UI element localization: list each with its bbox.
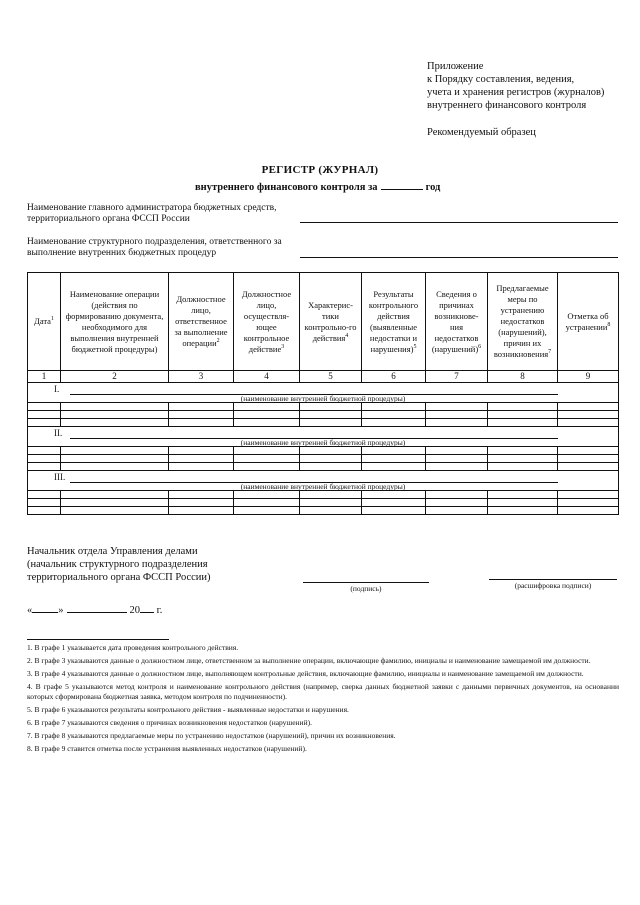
document-subtitle — [195, 179, 440, 193]
year-blank-field[interactable] — [381, 179, 423, 190]
column-number: 8 — [488, 371, 558, 383]
document-title: РЕГИСТР (ЖУРНАЛ) — [261, 164, 379, 176]
signature-field[interactable] — [303, 582, 429, 583]
day-field[interactable] — [32, 603, 58, 613]
table-row[interactable] — [28, 463, 619, 471]
section-row — [28, 383, 619, 403]
month-field[interactable] — [67, 603, 127, 613]
column-number: 5 — [300, 371, 362, 383]
column-header-measures: Предлагаемые меры по устранению недостатков (нарушений), причин их возникновения$^7$ — [488, 273, 558, 371]
column-header-controller: Должностное лицо, осуществля-ющее контрольное действие$^3$ — [234, 273, 300, 371]
signatory-title-line: территориального органа ФССП России) — [27, 572, 211, 583]
section-cell — [28, 471, 619, 491]
column-number: 4 — [234, 371, 300, 383]
section-caption: (наименование внутренней бюджетной процедуры) — [240, 438, 406, 447]
table-row[interactable] — [28, 419, 619, 427]
column-header-date: Дата$^1$ — [28, 273, 61, 371]
footnote: 6. В графе 7 указываются сведения о причинах возникновения недостатков (нарушений). — [27, 717, 312, 727]
section-cell — [28, 383, 619, 403]
date-year-suffix: г. — [156, 605, 163, 616]
admin-name-label-line: территориального органа ФССП России — [27, 214, 190, 224]
date-quote-close: » — [58, 605, 64, 616]
column-number: 3 — [169, 371, 234, 383]
appendix-line: Приложение — [427, 61, 484, 72]
signature-decode-caption: (расшифровка подписи) — [514, 581, 592, 590]
footnotes — [27, 643, 619, 757]
table-row[interactable] — [28, 455, 619, 463]
column-header-results: Результаты контрольного действия (выявленные недостатки и нарушения)$^5$ — [362, 273, 426, 371]
appendix-line: учета и хранения регистров (журналов) — [427, 87, 605, 98]
unit-name-label-line: выполнение внутренних бюджетных процедур — [27, 248, 217, 258]
table-row[interactable] — [28, 507, 619, 515]
signature-caption: (подпись) — [350, 584, 382, 593]
column-header-operation: Наименование операции (действия по формированию документа, необходимого для выполнения внутренней бюджетной процедуры) — [61, 273, 169, 371]
column-number: 6 — [362, 371, 426, 383]
section-caption: (наименование внутренней бюджетной процедуры) — [240, 482, 406, 491]
footnote: 5. В графе 6 указываются результаты контрольного действия - выявленные недостатки и нарушения. — [27, 704, 349, 714]
column-number-row — [28, 371, 619, 383]
column-number: 9 — [558, 371, 619, 383]
appendix-line: к Порядку составления, ведения, — [427, 74, 575, 85]
appendix-note — [427, 60, 604, 112]
footnote: 2. В графе 3 указываются данные о должностном лице, ответственном за выполнение операции, включающие фамилию, инициалы и наименование замещаемой им должности. — [27, 656, 591, 665]
section-row — [28, 471, 619, 491]
column-header-mark: Отметка об устранении$^8$ — [558, 273, 619, 371]
admin-name-label-line: Наименование главного администратора бюджетных средств, — [27, 203, 277, 213]
signatory-title-line: (начальник структурного подразделения — [27, 559, 208, 570]
admin-name-field[interactable] — [300, 222, 618, 223]
section-caption: (наименование внутренней бюджетной процедуры) — [240, 394, 406, 403]
section-row — [28, 427, 619, 447]
date-line — [27, 603, 162, 616]
column-number: 2 — [61, 371, 169, 383]
footnote: 7. В графе 8 указываются предлагаемые меры по устранению недостатков (нарушений), причин их возникновения. — [27, 730, 396, 740]
section-cell — [28, 427, 619, 447]
unit-name-label — [27, 237, 282, 259]
section-number: III. — [54, 472, 66, 482]
column-number: 7 — [426, 371, 488, 383]
unit-name-label-line: Наименование структурного подразделения, ответственного за — [27, 237, 282, 247]
appendix-line: внутреннего финансового контроля — [427, 100, 587, 111]
footnote: 1. В графе 1 указывается дата проведения контрольного действия. — [27, 643, 239, 652]
subtitle-text: внутреннего финансового контроля за — [195, 182, 378, 193]
footnote: 8. В графе 9 ставится отметка после устранения выявленных недостатков (нарушений). — [27, 743, 307, 753]
unit-name-field[interactable] — [300, 257, 618, 258]
header-row — [28, 273, 619, 371]
recommended-sample-label: Рекомендуемый образец — [427, 127, 536, 138]
column-header-causes: Сведения о причинах возникнове-ния недостатков (нарушений)$^6$ — [426, 273, 488, 371]
year-field[interactable] — [140, 603, 154, 613]
section-number: II. — [54, 428, 63, 438]
date-year-prefix: 20 — [129, 605, 140, 616]
signature-decode-field[interactable] — [489, 579, 617, 580]
signatory-title-line: Начальник отдела Управления делами — [27, 546, 198, 557]
footnote-divider — [27, 639, 169, 640]
register-table — [27, 272, 619, 515]
column-header-characteristics: Характерис-тики контрольно-го действия$^4$ — [300, 273, 362, 371]
admin-name-label — [27, 203, 276, 225]
section-number: I. — [54, 384, 60, 394]
subtitle-year-word: год — [425, 182, 441, 193]
signatory-title — [27, 545, 211, 584]
footnote: 4. В графе 5 указываются метод контроля и наименование контрольного действия (например, сверка данных бюджетной заявки с данными первичных документов, на основании которых сформирована бюджетная заявка, методом контроля по подчиненности). — [27, 682, 619, 701]
date-quote-open: « — [27, 605, 33, 616]
column-header-responsible: Должностное лицо, ответственное за выполнение операции$^2$ — [169, 273, 234, 371]
footnote: 3. В графе 4 указываются данные о должностном лице, выполняющем контрольные действия, включающие фамилию, инициалы и наименование замещаемой им должности. — [27, 669, 584, 678]
column-number: 1 — [28, 371, 61, 383]
table-row[interactable] — [28, 499, 619, 507]
table-row[interactable] — [28, 411, 619, 419]
